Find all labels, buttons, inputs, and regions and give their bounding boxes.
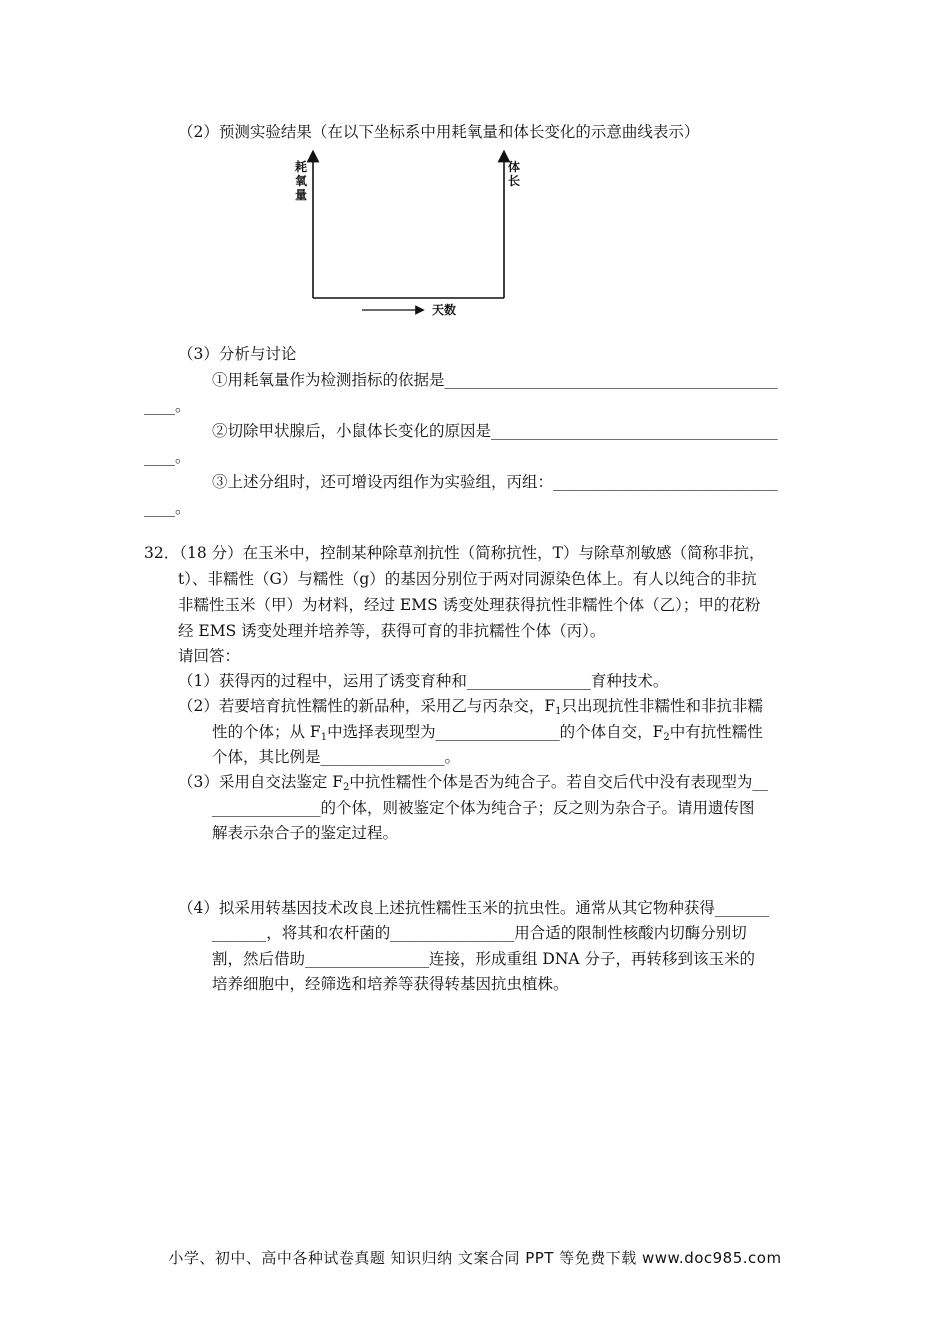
q31-part2-title: （2）预测实验结果（在以下坐标系中用耗氧量和体长变化的示意曲线表示） xyxy=(178,123,700,141)
left-axis-label: 耗氧量 xyxy=(294,160,307,202)
q32-part2-line1: （2）若要培育抗性糯性的新品种，采用乙与丙杂交，$F_1$只出现抗性非糯性和非抗非糯 xyxy=(178,697,764,717)
q32-part3-line1: （3）采用自交法鉴定 $F_2$中抗性糯性个体是否为纯合子。若自交后代中没有表现型为__ xyxy=(178,773,768,793)
q32-part3-line2: ______________的个体，则被鉴定个体为纯合子；反之则为杂合子。请用遗传图 xyxy=(212,799,755,817)
q32-part2-line3: 个体，其比例是________________。 xyxy=(212,748,461,766)
q32-prompt: 请回答： xyxy=(178,647,241,665)
q31-item2: ②切除甲状腺后，小鼠体长变化的原因是_____________________________________ xyxy=(212,422,778,440)
q32-part4-line3: 割，然后借助________________连接，形成重组 DNA 分子，再转移到该玉米的 xyxy=(212,950,756,968)
q31-item3: ③上述分组时，还可增设丙组作为实验组，丙组：_____________________________ xyxy=(212,473,778,491)
q32-line2: t）、非糯性（G）与糯性（g）的基因分别位于两对同源染色体上。有人以纯合的非抗 xyxy=(178,570,757,588)
q32-part3-line3: 解表示杂合子的鉴定过程。 xyxy=(212,824,399,842)
q31-item2-cont: ____。 xyxy=(144,448,191,466)
q32-part1: （1）获得丙的过程中，运用了诱变育种和________________育种技术。 xyxy=(178,672,669,690)
oxygen-length-graph xyxy=(280,150,530,325)
q32-line4: 经 EMS 诱变处理并培养等，获得可育的非抗糯性个体（丙）。 xyxy=(178,622,606,640)
q31-item1-cont: ____。 xyxy=(144,397,191,415)
x-axis-label: 天数 xyxy=(432,303,457,317)
q32-line3: 非糯性玉米（甲）为材料，经过 EMS 诱变处理获得抗性非糯性个体（乙）；甲的花粉 xyxy=(178,596,761,614)
right-axis-label: 体长 xyxy=(507,160,520,188)
q32-line1: 32．（18 分）在玉米中，控制某种除草剂抗性（简称抗性，T）与除草剂敏感（简称非抗， xyxy=(144,544,765,562)
q32-part2-line2: 性的个体；从 $F_1$中选择表现型为________________的个体自交，$F_2$中有抗性糯性 xyxy=(212,723,763,743)
q32-part4-line2: _______，将其和农杆菌的________________用合适的限制性核酸内切酶分别切 xyxy=(212,924,747,942)
q31-part3-title: （3）分析与讨论 xyxy=(178,345,297,363)
q31-item1: ①用耗氧量作为检测指标的依据是___________________________________________ xyxy=(212,371,778,389)
q32-part4-line1: （4）拟采用转基因技术改良上述抗性糯性玉米的抗虫性。通常从其它物种获得_______ xyxy=(178,899,770,917)
q31-item3-cont: ____。 xyxy=(144,499,191,517)
graph-axes xyxy=(280,150,530,325)
page-footer: 小学、初中、高中各种试卷真题 知识归纳 文案合同 PPT 等免费下载 www.doc985.com xyxy=(168,1249,782,1267)
q32-part4-line4: 培养细胞中，经筛选和培养等获得转基因抗虫植株。 xyxy=(212,975,569,993)
